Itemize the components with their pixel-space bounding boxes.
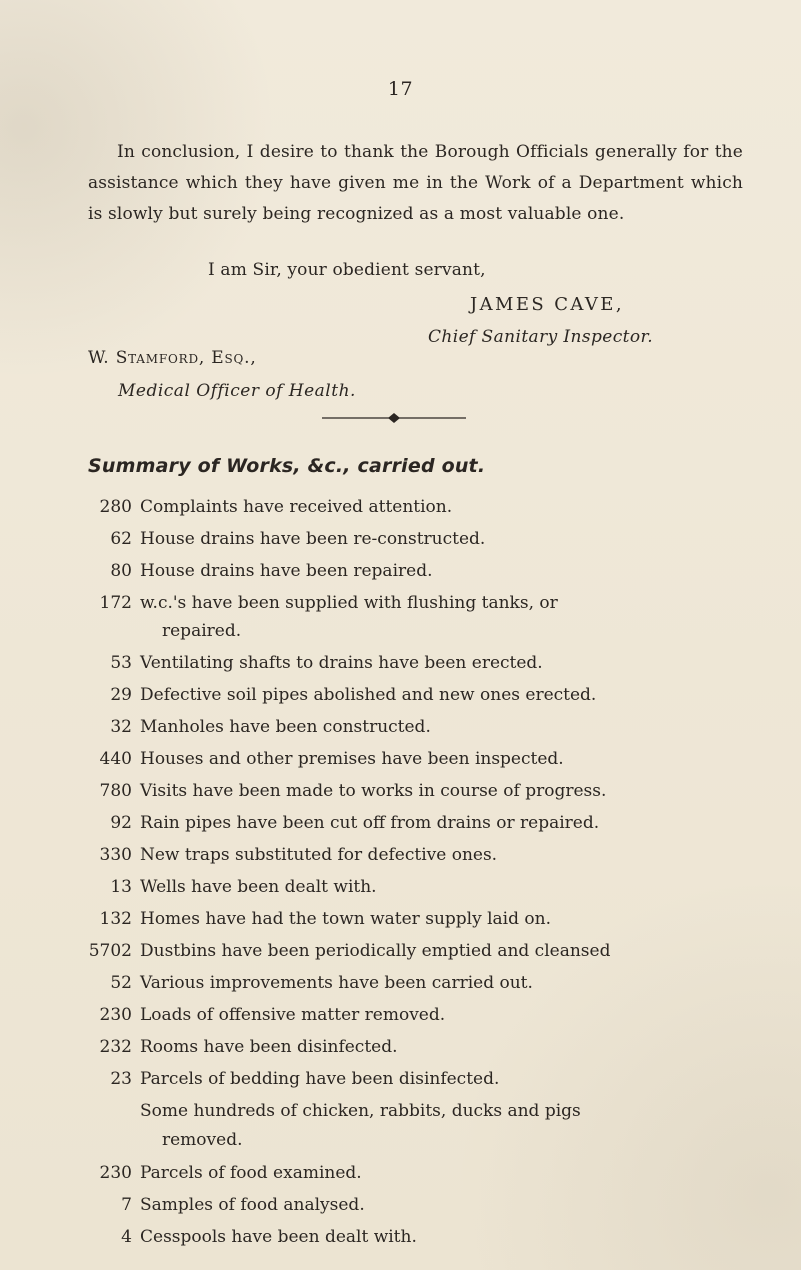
summary-count: 172 [99, 593, 132, 613]
closing-line: I am Sir, your obedient servant, [208, 260, 486, 280]
summary-count: 23 [110, 1069, 132, 1089]
summary-count: 280 [99, 497, 132, 517]
summary-item [88, 1033, 743, 1061]
summary-item [88, 589, 743, 645]
summary-item [88, 873, 743, 901]
summary-item [88, 1159, 743, 1187]
summary-item [88, 1001, 743, 1029]
recipient-block [88, 342, 356, 408]
summary-count: 53 [110, 653, 132, 673]
summary-count: 780 [99, 781, 132, 801]
summary-description: Various improvements have been carried out. [140, 973, 533, 993]
summary-item [88, 905, 743, 933]
signatory-name: JAMES CAVE, [470, 294, 624, 315]
summary-description: Samples of food analysed. [140, 1195, 365, 1215]
summary-item [88, 525, 743, 553]
summary-count: 32 [110, 717, 132, 737]
signatory-title: Chief Sanitary Inspector. [428, 327, 653, 347]
summary-description: w.c.'s have been supplied with flushing tanks, or [140, 593, 558, 613]
summary-count: 330 [99, 845, 132, 865]
summary-description: Wells have been dealt with. [140, 877, 377, 897]
summary-description: Visits have been made to works in course of progress. [140, 781, 607, 801]
summary-description-continuation: repaired. [162, 621, 242, 641]
recipient-name: W. Stamford, Esq., [88, 348, 257, 368]
summary-item [88, 1065, 743, 1093]
conclusion-paragraph-block [88, 137, 743, 230]
summary-title: Summary of Works, &c., carried out. [88, 455, 486, 477]
summary-item [88, 557, 743, 585]
summary-count: 230 [99, 1005, 132, 1025]
summary-description: Parcels of food examined. [140, 1163, 362, 1183]
summary-description: House drains have been repaired. [140, 561, 433, 581]
summary-count: 62 [110, 529, 132, 549]
summary-item [88, 1097, 743, 1155]
summary-description: House drains have been re-constructed. [140, 529, 486, 549]
summary-count: 440 [99, 749, 132, 769]
summary-description: Loads of offensive matter removed. [140, 1005, 446, 1025]
recipient-role: Medical Officer of Health. [118, 381, 356, 401]
summary-count: 230 [99, 1163, 132, 1183]
summary-description: New traps substituted for defective ones. [140, 845, 498, 865]
conclusion-paragraph: In conclusion, I desire to thank the Borough Officials generally for the assistance which they have given me in the Work of a Department which is slowly but surely being recognized as a most valuable one. [88, 142, 743, 224]
summary-item [88, 713, 743, 741]
summary-count: 13 [110, 877, 132, 897]
summary-item [88, 745, 743, 773]
summary-description-wrapper [140, 589, 743, 645]
summary-item [88, 1191, 743, 1219]
summary-item [88, 681, 743, 709]
summary-description: Some hundreds of chicken, rabbits, ducks and pigs [140, 1101, 581, 1121]
summary-description: Dustbins have been periodically emptied and cleansed [140, 941, 611, 961]
summary-description-wrapper [140, 1097, 743, 1155]
summary-description-continuation: removed. [162, 1130, 243, 1150]
summary-description: Complaints have received attention. [140, 497, 453, 517]
summary-item [88, 649, 743, 677]
summary-item [88, 777, 743, 805]
summary-item [88, 809, 743, 837]
diamond-ornament-icon [388, 413, 400, 423]
summary-count: 232 [99, 1037, 132, 1057]
summary-count: 29 [110, 685, 132, 705]
summary-description: Homes have had the town water supply laid on. [140, 909, 551, 929]
summary-item [88, 1223, 743, 1251]
summary-description: Ventilating shafts to drains have been erected. [140, 653, 543, 673]
summary-count: 4 [121, 1227, 132, 1247]
summary-item [88, 493, 743, 521]
summary-count: 92 [110, 813, 132, 833]
summary-description: Manholes have been constructed. [140, 717, 431, 737]
section-divider [322, 412, 466, 424]
summary-description: Defective soil pipes abolished and new ones erected. [140, 685, 597, 705]
summary-list [88, 493, 743, 1255]
summary-count: 52 [110, 973, 132, 993]
summary-description: Cesspools have been dealt with. [140, 1227, 417, 1247]
summary-description: Parcels of bedding have been disinfected. [140, 1069, 500, 1089]
summary-description: Rooms have been disinfected. [140, 1037, 398, 1057]
summary-item [88, 937, 743, 965]
summary-count: 132 [99, 909, 132, 929]
summary-description: Houses and other premises have been inspected. [140, 749, 564, 769]
summary-count: 5702 [88, 941, 132, 961]
page-number: 17 [387, 78, 414, 100]
summary-description: Rain pipes have been cut off from drains or repaired. [140, 813, 600, 833]
summary-count: 80 [110, 561, 132, 581]
summary-count: 7 [121, 1195, 132, 1215]
summary-item [88, 969, 743, 997]
summary-item [88, 841, 743, 869]
